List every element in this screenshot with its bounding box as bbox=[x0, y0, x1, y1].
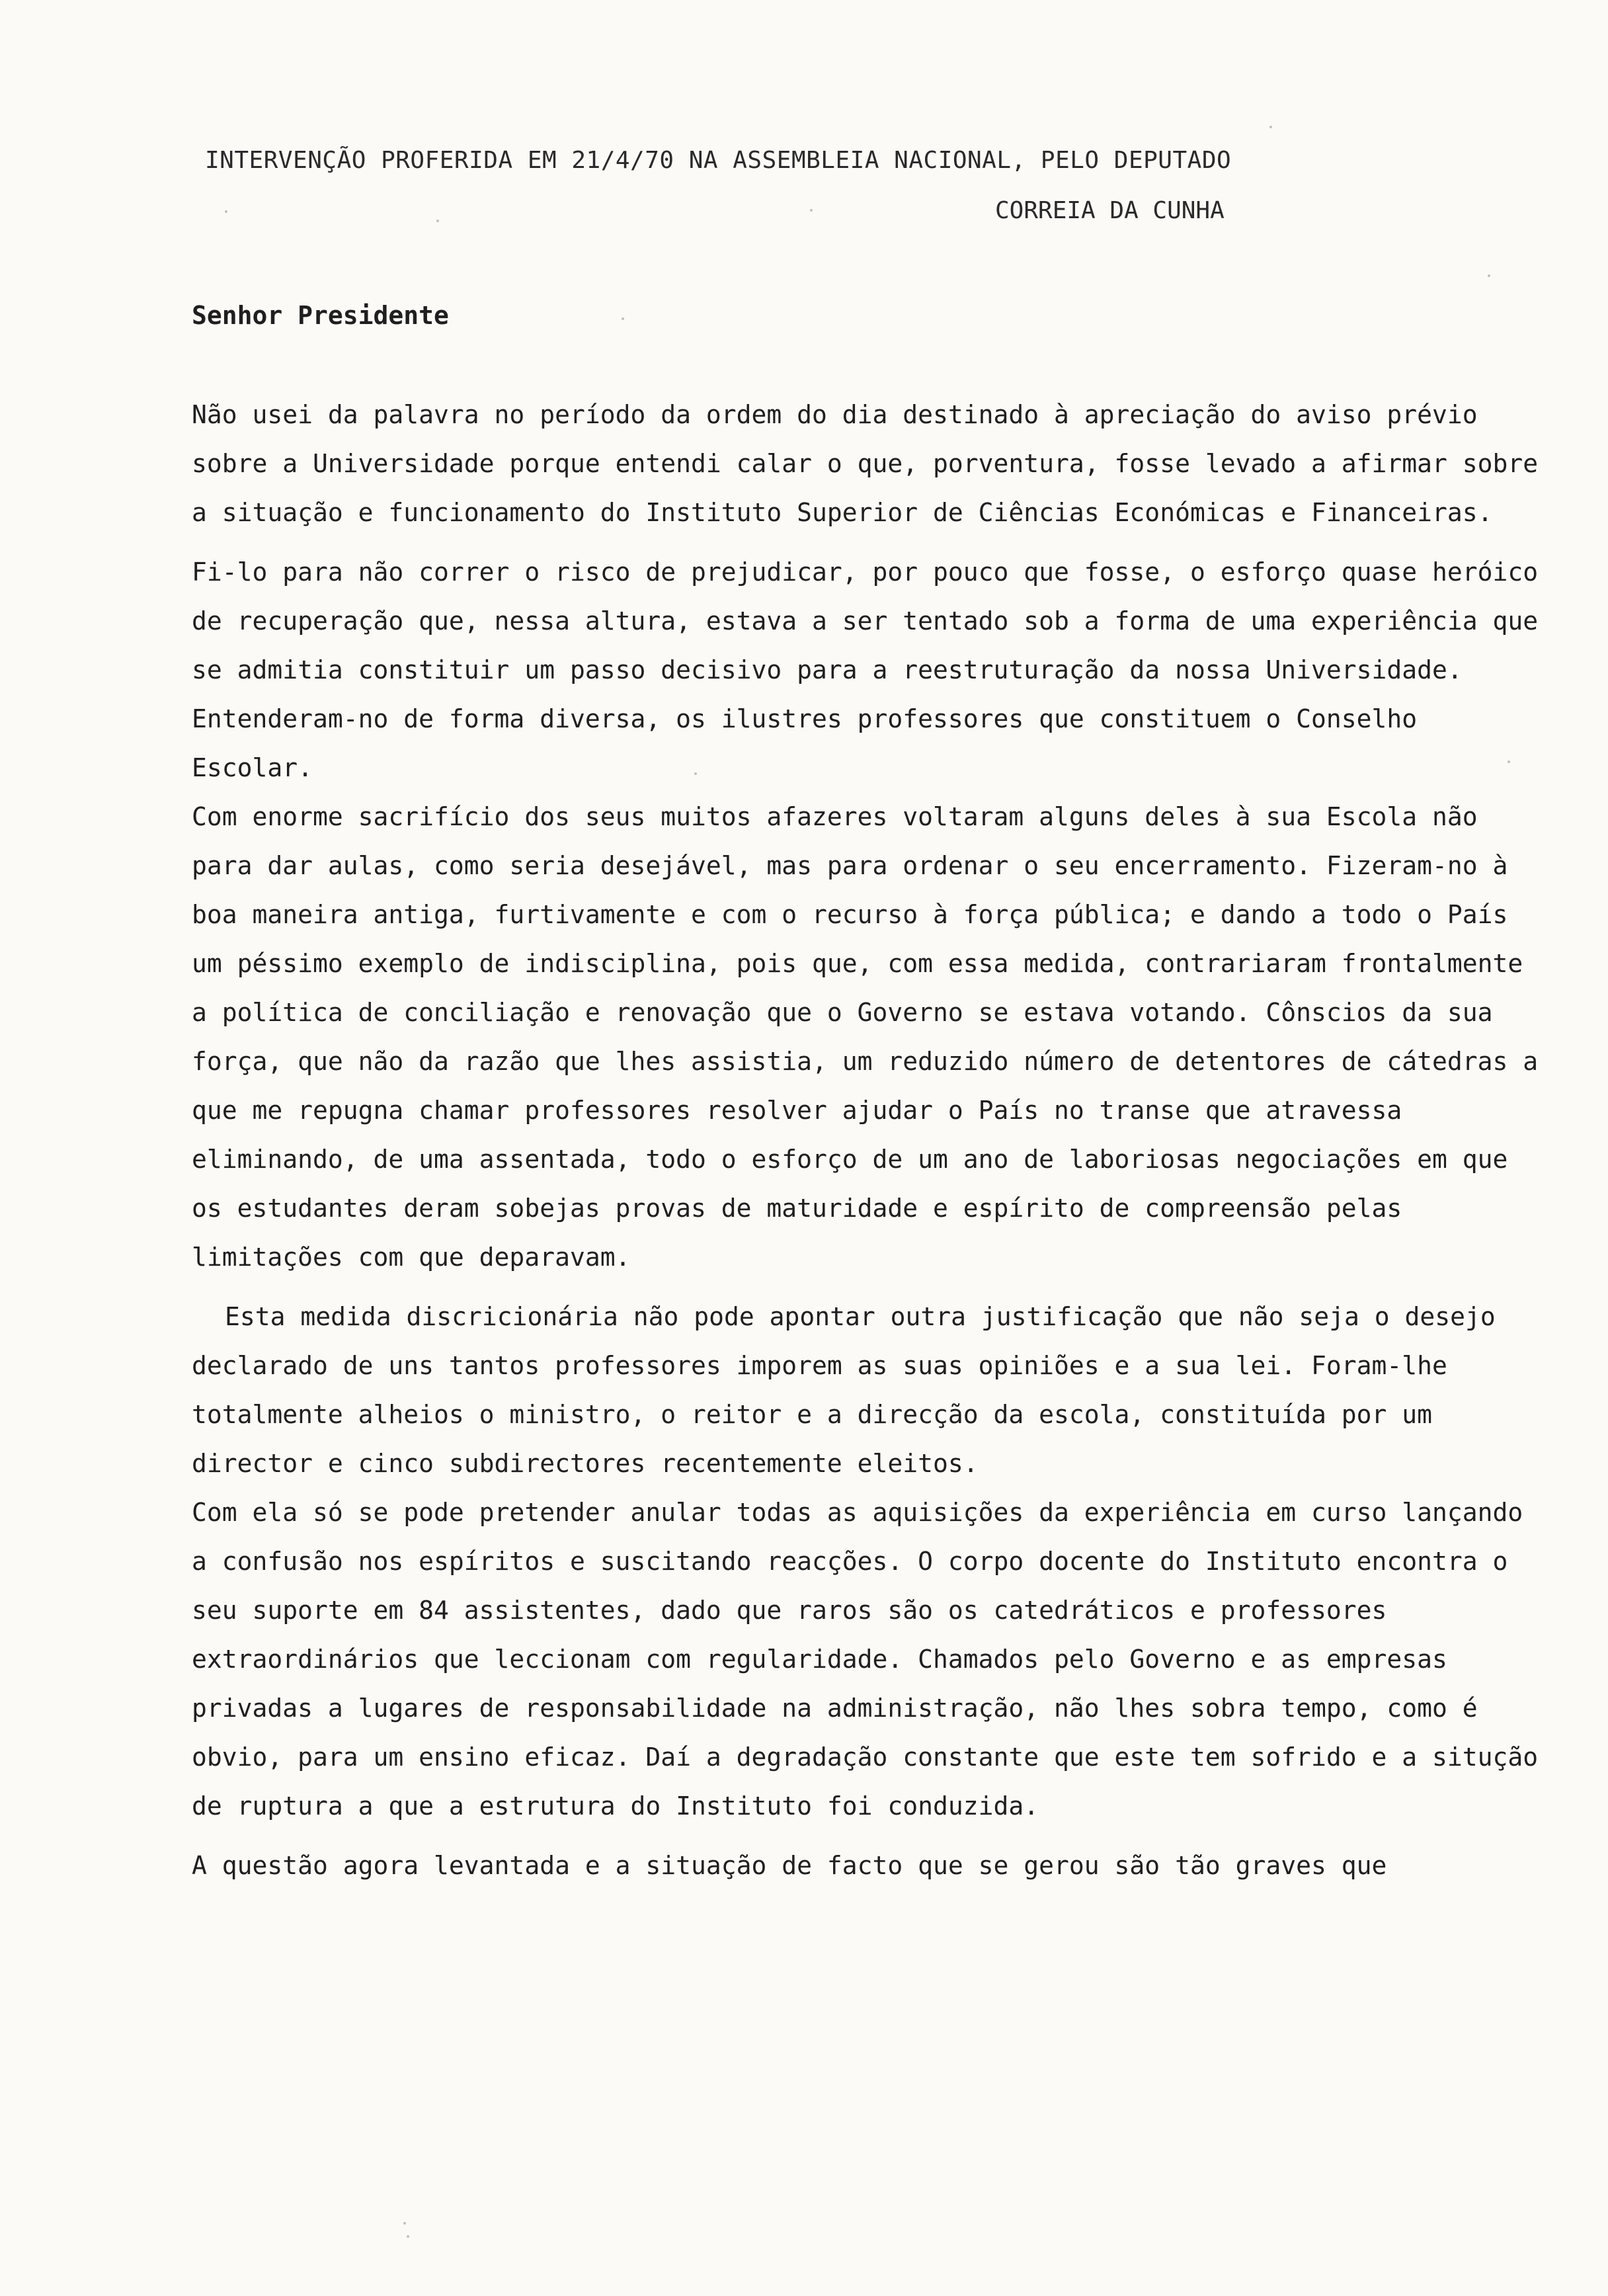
scan-speck bbox=[436, 220, 439, 222]
scan-speck bbox=[403, 2222, 406, 2225]
paragraph: Com ela só se pode pretender anular todas as aquisições da experiência em curso lançando a confusão nos espíritos e suscitando reacções. O corpo docente do Instituto encontra o seu suporte em 84 assistentes, dado que raros são os catedráticos e professores extraordinários que leccionam com regularidade. Chamados pelo Governo e as empresas privadas a lugares de responsabilidade na administração, não lhes sobra tempo, como é obvio, para um ensino eficaz. Daí a degradação constante que este tem sofrido e a situção de ruptura a que a estrutura do Instituto foi conduzida. bbox=[192, 1498, 1539, 1821]
document-body bbox=[192, 390, 1547, 1890]
paragraph: A questão agora levantada e a situação de facto que se gerou são tão graves que bbox=[192, 1851, 1387, 1880]
scan-speck bbox=[622, 317, 624, 320]
paragraph: Entenderam-no de forma diversa, os ilustres professores que constituem o Conselho Escolar. bbox=[192, 704, 1418, 782]
document-heading: INTERVENÇÃO PROFERIDA EM 21/4/70 NA ASSEMBLEIA NACIONAL, PELO DEPUTADO bbox=[205, 147, 1232, 174]
scan-speck bbox=[407, 2235, 409, 2238]
scan-speck bbox=[694, 772, 697, 775]
paragraph: Fi-lo para não correr o risco de prejudicar, por pouco que fosse, o esforço quase heróico de recuperação que, nessa altura, estava a ser tentado sob a forma de uma experiência que se admitia constituir um passo decisivo para a reestruturação da nossa Universidade. bbox=[192, 557, 1539, 684]
scan-speck bbox=[1508, 760, 1510, 763]
paragraph: Esta medida discricionária não pode apontar outra justificação que não seja o desejo declarado de uns tantos professores imporem as suas opiniões e a sua lei. Foram-lhe totalmente alheios o ministro, o reitor e a direcção da escola, constituída por um director e cinco subdirectores recentemente eleitos. bbox=[192, 1302, 1496, 1478]
deputy-name: CORREIA DA CUNHA bbox=[995, 197, 1225, 224]
paragraph: Não usei da palavra no período da ordem do dia destinado à apreciação do aviso prévio sobre a Universidade porque entendi calar o que, porventura, fosse levado a afirmar sobre a situação e funcionamento do Instituto Superior de Ciências Económicas e Financeiras. bbox=[192, 400, 1539, 527]
salutation: Senhor Presidente bbox=[192, 301, 449, 330]
scan-speck bbox=[1488, 274, 1490, 277]
scan-speck bbox=[225, 210, 227, 213]
scan-speck bbox=[810, 209, 813, 212]
paragraph: Com enorme sacrifício dos seus muitos afazeres voltaram alguns deles à sua Escola não para dar aulas, como seria desejável, mas para ordenar o seu encerramento. Fizeram-no à boa maneira antiga, furtivamente e com o recurso à força pública; e dando a todo o País um péssimo exemplo de indisciplina, pois que, com essa medida, contrariaram frontalmente a política de conciliação e renovação que o Governo se estava votando. Cônscios da sua força, que não da razão que lhes assistia, um reduzido número de detentores de cátedras a que me repugna chamar professores resolver ajudar o País no transe que atravessa eliminando, de uma assentada, todo o esforço de um ano de laboriosas negociações em que os estudantes deram sobejas provas de maturidade e espírito de compreensão pelas limitações com que deparavam. bbox=[192, 802, 1539, 1272]
scan-speck bbox=[1269, 126, 1272, 128]
